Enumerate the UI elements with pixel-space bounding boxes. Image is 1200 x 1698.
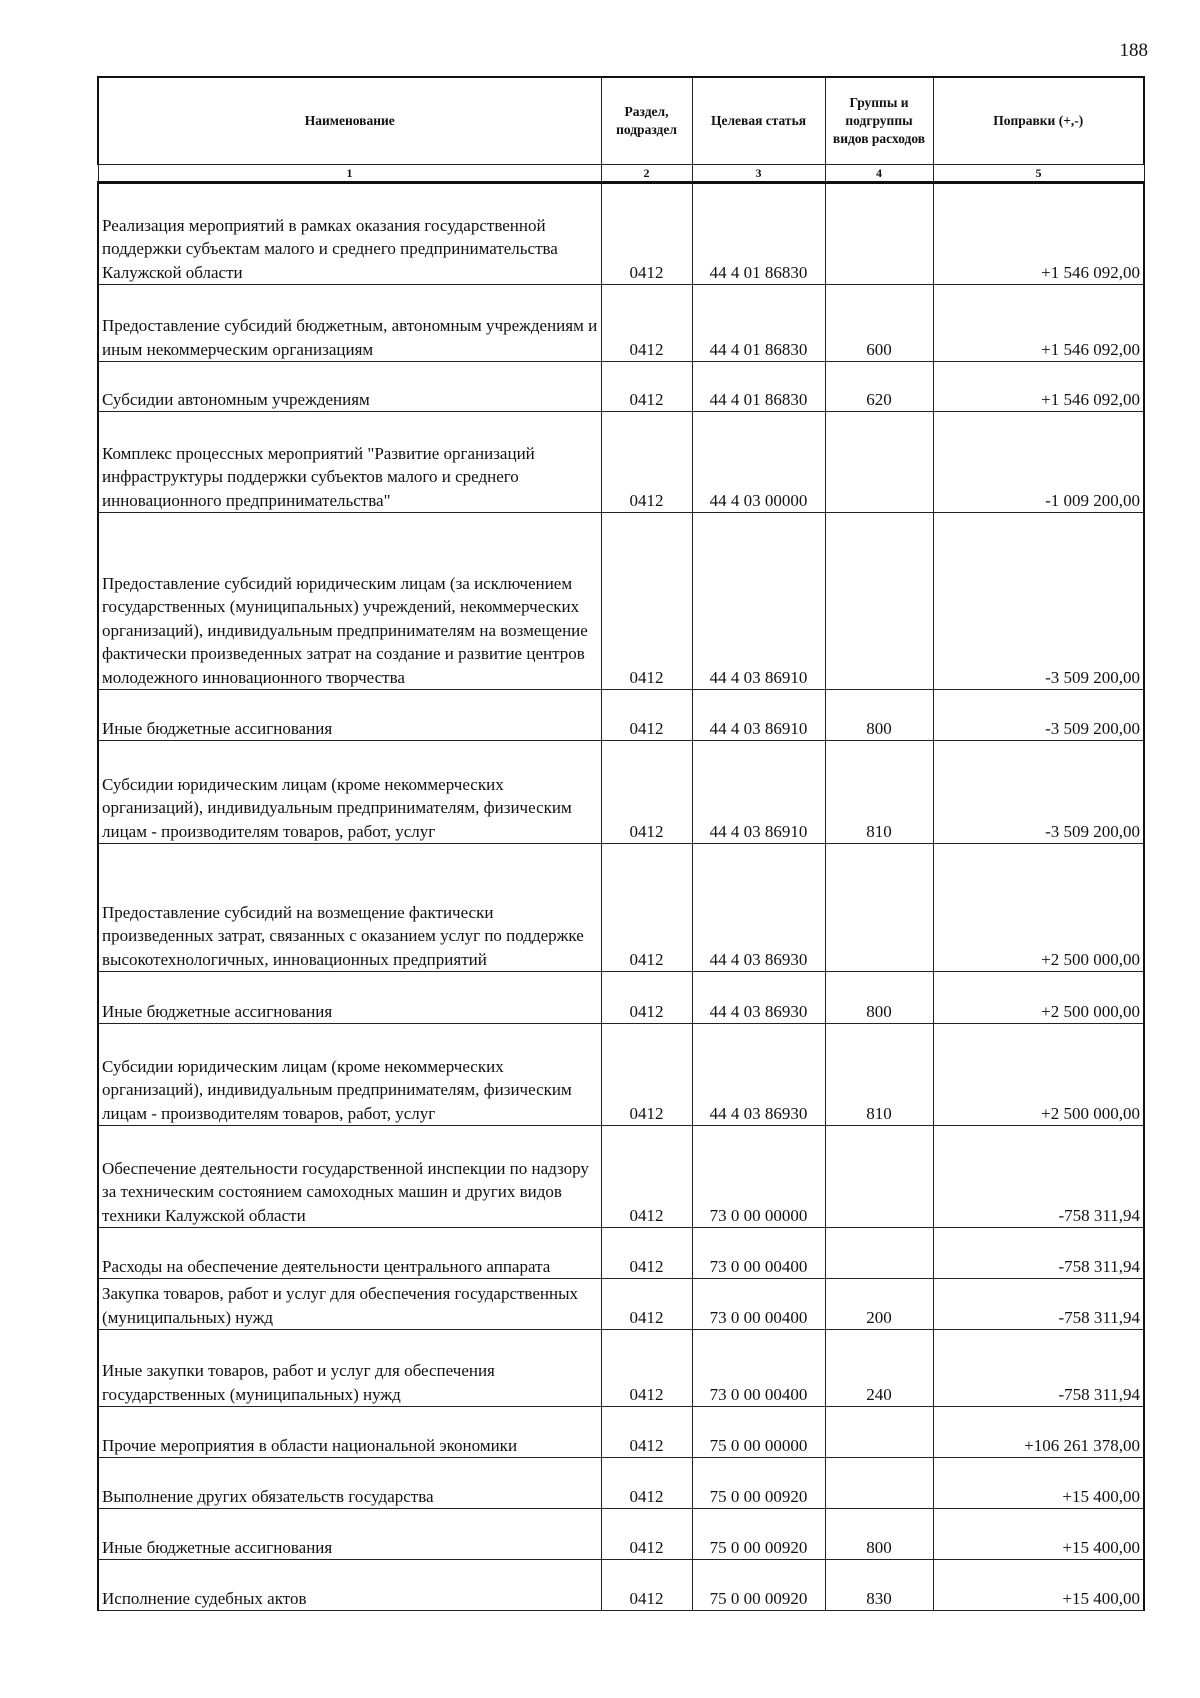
row-group <box>825 183 933 285</box>
table-row <box>98 1560 1144 1611</box>
row-section: 0412 <box>601 1330 692 1407</box>
row-target: 75 0 00 00920 <box>692 1509 825 1560</box>
row-amount: +15 400,00 <box>933 1560 1144 1611</box>
row-group <box>825 1126 933 1228</box>
row-group <box>825 513 933 690</box>
row-name: Предоставление субсидий на возмещение фактически произведенных затрат, связанных с оказанием услуг по поддержке высокотехнологичных, инновационных предприятий <box>98 844 601 972</box>
row-name: Иные бюджетные ассигнования <box>98 972 601 1024</box>
row-target: 44 4 03 00000 <box>692 412 825 513</box>
column-number: 3 <box>692 165 825 183</box>
row-group: 800 <box>825 972 933 1024</box>
row-amount: -758 311,94 <box>933 1126 1144 1228</box>
row-group: 200 <box>825 1279 933 1330</box>
column-number: 5 <box>933 165 1144 183</box>
row-section: 0412 <box>601 1126 692 1228</box>
row-target: 75 0 00 00000 <box>692 1407 825 1458</box>
table-row <box>98 1024 1144 1126</box>
row-target: 73 0 00 00400 <box>692 1279 825 1330</box>
row-section: 0412 <box>601 690 692 741</box>
row-group <box>825 1407 933 1458</box>
row-name: Исполнение судебных актов <box>98 1560 601 1611</box>
row-amount: +1 546 092,00 <box>933 183 1144 285</box>
row-amount: +1 546 092,00 <box>933 362 1144 412</box>
row-target: 44 4 01 86830 <box>692 183 825 285</box>
row-name: Прочие мероприятия в области национальной экономики <box>98 1407 601 1458</box>
table-row <box>98 1126 1144 1228</box>
table-row <box>98 1330 1144 1407</box>
row-section: 0412 <box>601 741 692 844</box>
row-name: Субсидии автономным учреждениям <box>98 362 601 412</box>
table-row <box>98 690 1144 741</box>
row-section: 0412 <box>601 362 692 412</box>
table-row <box>98 972 1144 1024</box>
row-amount: -758 311,94 <box>933 1228 1144 1279</box>
column-number-row <box>98 165 1144 183</box>
row-name: Закупка товаров, работ и услуг для обеспечения государственных (муниципальных) нужд <box>98 1279 601 1330</box>
row-amount: -758 311,94 <box>933 1330 1144 1407</box>
header-amendments: Поправки (+,-) <box>933 77 1144 165</box>
row-section: 0412 <box>601 412 692 513</box>
row-name: Реализация мероприятий в рамках оказания государственной поддержки субъектам малого и среднего предпринимательства Калужской области <box>98 183 601 285</box>
row-group: 240 <box>825 1330 933 1407</box>
row-name: Предоставление субсидий юридическим лицам (за исключением государственных (муниципальных) учреждений, некоммерческих организаций), индивидуальным предпринимателям на возмещение фактически произведенных затрат на создание и развитие центров молодежного инновационного творчества <box>98 513 601 690</box>
row-amount: -3 509 200,00 <box>933 690 1144 741</box>
row-amount: +15 400,00 <box>933 1458 1144 1509</box>
table-row <box>98 412 1144 513</box>
table-row <box>98 1509 1144 1560</box>
row-name: Выполнение других обязательств государства <box>98 1458 601 1509</box>
table-row <box>98 285 1144 362</box>
table-row <box>98 513 1144 690</box>
row-section: 0412 <box>601 1458 692 1509</box>
row-group <box>825 1458 933 1509</box>
row-section: 0412 <box>601 1407 692 1458</box>
table-row <box>98 1407 1144 1458</box>
row-group: 810 <box>825 1024 933 1126</box>
table-row <box>98 362 1144 412</box>
row-target: 44 4 03 86930 <box>692 844 825 972</box>
row-section: 0412 <box>601 1560 692 1611</box>
row-target: 44 4 03 86910 <box>692 741 825 844</box>
row-group: 620 <box>825 362 933 412</box>
row-amount: +106 261 378,00 <box>933 1407 1144 1458</box>
row-name: Иные закупки товаров, работ и услуг для обеспечения государственных (муниципальных) нужд <box>98 1330 601 1407</box>
table-row <box>98 1228 1144 1279</box>
column-number: 2 <box>601 165 692 183</box>
row-section: 0412 <box>601 972 692 1024</box>
row-group: 800 <box>825 690 933 741</box>
table-row <box>98 183 1144 285</box>
row-section: 0412 <box>601 1279 692 1330</box>
header-row <box>98 77 1144 165</box>
header-target: Целевая статья <box>692 77 825 165</box>
row-group: 800 <box>825 1509 933 1560</box>
row-amount: -758 311,94 <box>933 1279 1144 1330</box>
row-section: 0412 <box>601 1228 692 1279</box>
row-name: Предоставление субсидий бюджетным, автономным учреждениям и иным некоммерческим организациям <box>98 285 601 362</box>
row-target: 73 0 00 00000 <box>692 1126 825 1228</box>
table-row <box>98 844 1144 972</box>
table-row <box>98 1458 1144 1509</box>
row-group: 810 <box>825 741 933 844</box>
table-row <box>98 1279 1144 1330</box>
header-section: Раздел, подраздел <box>601 77 692 165</box>
row-amount: -3 509 200,00 <box>933 513 1144 690</box>
row-name: Иные бюджетные ассигнования <box>98 1509 601 1560</box>
row-target: 73 0 00 00400 <box>692 1228 825 1279</box>
row-target: 44 4 03 86910 <box>692 690 825 741</box>
row-target: 44 4 03 86910 <box>692 513 825 690</box>
row-target: 44 4 03 86930 <box>692 1024 825 1126</box>
row-name: Иные бюджетные ассигнования <box>98 690 601 741</box>
table-row <box>98 741 1144 844</box>
row-group <box>825 844 933 972</box>
row-group <box>825 412 933 513</box>
row-name: Субсидии юридическим лицам (кроме некоммерческих организаций), индивидуальным предпринимателям, физическим лицам - производителям товаров, работ, услуг <box>98 1024 601 1126</box>
row-name: Комплекс процессных мероприятий "Развитие организаций инфраструктуры поддержки субъектов малого и среднего инновационного предпринимательства" <box>98 412 601 513</box>
page-number: 188 <box>1119 40 1148 61</box>
row-section: 0412 <box>601 1509 692 1560</box>
row-section: 0412 <box>601 285 692 362</box>
column-number: 1 <box>98 165 601 183</box>
row-group <box>825 1228 933 1279</box>
column-number: 4 <box>825 165 933 183</box>
row-target: 44 4 03 86930 <box>692 972 825 1024</box>
row-section: 0412 <box>601 513 692 690</box>
row-amount: -3 509 200,00 <box>933 741 1144 844</box>
row-target: 75 0 00 00920 <box>692 1560 825 1611</box>
header-groups: Группы и подгруппы видов расходов <box>825 77 933 165</box>
row-target: 44 4 01 86830 <box>692 285 825 362</box>
row-amount: +2 500 000,00 <box>933 844 1144 972</box>
row-group: 830 <box>825 1560 933 1611</box>
row-amount: +1 546 092,00 <box>933 285 1144 362</box>
budget-amendments-table <box>97 76 1145 1611</box>
row-amount: +15 400,00 <box>933 1509 1144 1560</box>
row-name: Обеспечение деятельности государственной инспекции по надзору за техническим состоянием самоходных машин и других видов техники Калужской области <box>98 1126 601 1228</box>
row-section: 0412 <box>601 183 692 285</box>
row-amount: +2 500 000,00 <box>933 972 1144 1024</box>
row-amount: +2 500 000,00 <box>933 1024 1144 1126</box>
row-target: 44 4 01 86830 <box>692 362 825 412</box>
header-name: Наименование <box>98 77 601 165</box>
row-name: Расходы на обеспечение деятельности центрального аппарата <box>98 1228 601 1279</box>
row-name: Субсидии юридическим лицам (кроме некоммерческих организаций), индивидуальным предпринимателям, физическим лицам - производителям товаров, работ, услуг <box>98 741 601 844</box>
row-target: 73 0 00 00400 <box>692 1330 825 1407</box>
row-target: 75 0 00 00920 <box>692 1458 825 1509</box>
row-section: 0412 <box>601 1024 692 1126</box>
row-section: 0412 <box>601 844 692 972</box>
row-amount: -1 009 200,00 <box>933 412 1144 513</box>
row-group: 600 <box>825 285 933 362</box>
